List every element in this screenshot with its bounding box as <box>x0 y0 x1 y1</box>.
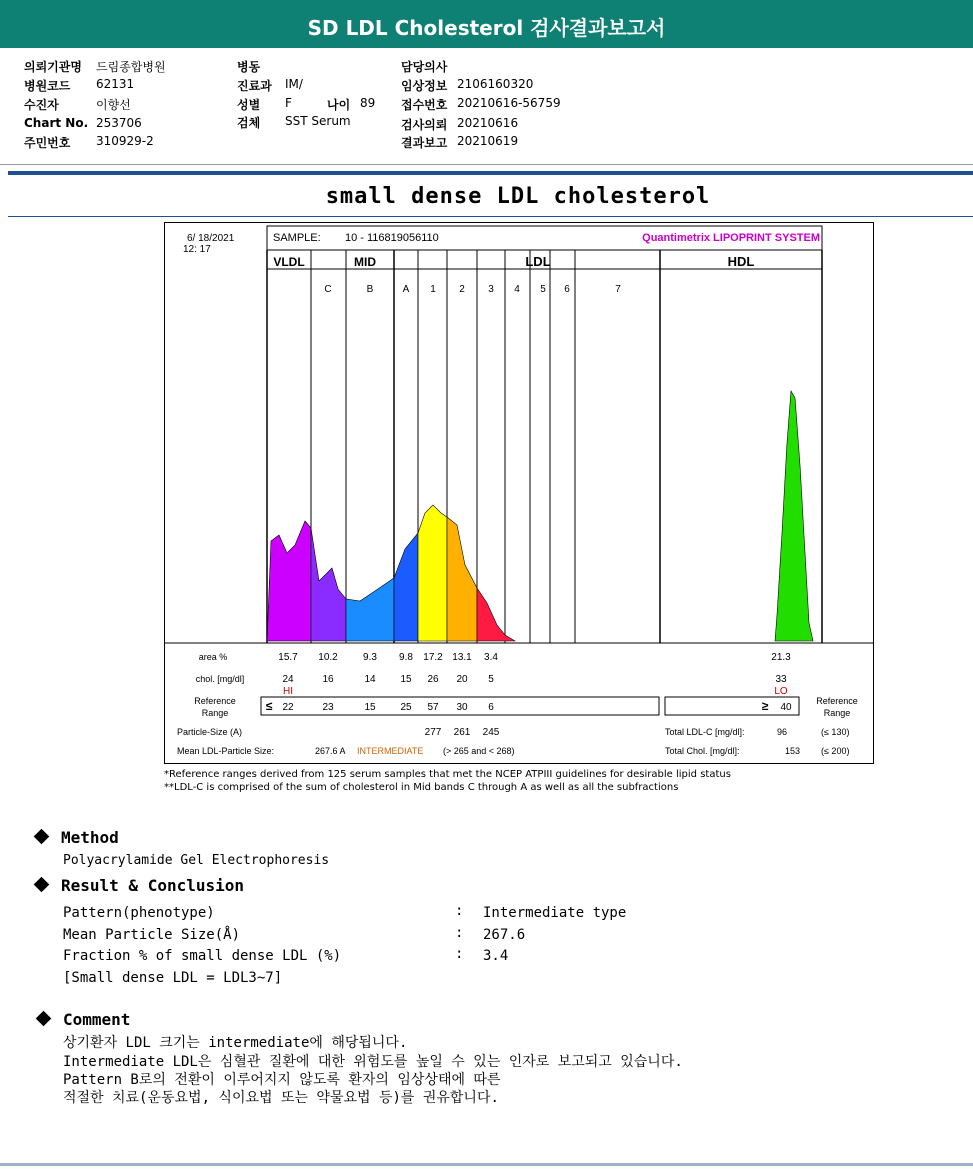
band-label-6: 6 <box>564 284 570 295</box>
ref-value: 30 <box>456 702 468 713</box>
area-value: 13.1 <box>452 652 472 663</box>
lipoprint-chart <box>164 222 874 764</box>
age-value: 89 <box>360 96 376 110</box>
total-chol-ref: (≤ 200) <box>821 746 850 756</box>
mean-label: Mean LDL-Particle Size: <box>177 746 275 756</box>
area-value: 17.2 <box>423 652 443 663</box>
total-chol-label: Total Chol. [mg/dl]: <box>665 746 740 756</box>
institution-value: 드림종합병원 <box>96 60 166 74</box>
area-value: 15.7 <box>278 652 298 663</box>
hospital-code-label: 병원코드 <box>24 79 71 93</box>
chol-label: chol. [mg/dl] <box>195 674 245 684</box>
band-label-7: 7 <box>615 284 621 295</box>
result-heading-text: Result & Conclusion <box>61 876 245 895</box>
particle-label: Particle-Size (A) <box>177 727 243 737</box>
chol-value-hdl: 33 <box>775 674 787 685</box>
band-label-5: 5 <box>540 284 546 295</box>
lipoprint-svg <box>165 223 873 763</box>
band-label-C: C <box>324 284 332 295</box>
specimen-label: 검체 <box>237 116 261 130</box>
chol-value: 20 <box>456 674 468 685</box>
area-ldl3 <box>477 588 515 641</box>
area-mid-b <box>346 578 394 641</box>
clinical-label: 임상정보 <box>401 79 448 93</box>
chol-value: 14 <box>364 674 376 685</box>
area-value: 9.3 <box>363 652 377 663</box>
result-row-value: 3.4 <box>483 948 509 964</box>
diamond-bullet-icon <box>34 877 50 893</box>
ref-value-hdl: 40 <box>780 702 792 713</box>
patient-header <box>0 48 973 165</box>
receipt-label: 접수번호 <box>401 98 448 112</box>
ref-value: 25 <box>400 702 412 713</box>
ref-label: Reference <box>194 696 236 706</box>
institution-label: 의뢰기관명 <box>24 60 82 74</box>
chart-no-value: 253706 <box>96 116 142 130</box>
result-row-sep: : <box>455 903 464 919</box>
band-label-A: A <box>402 284 410 295</box>
chol-value: 5 <box>488 674 494 685</box>
footnote-1: *Reference ranges derived from 125 serum samples that met the NCEP ATPIII guidelines for desirable lipid status <box>164 769 731 780</box>
ref-label: Range <box>201 708 229 718</box>
request-label: 검사의뢰 <box>401 118 448 132</box>
result-row-label: Pattern(phenotype) <box>63 905 215 921</box>
dept-value: IM/ <box>285 77 303 91</box>
area-value: 10.2 <box>318 652 338 663</box>
report-title-bar <box>0 0 973 48</box>
group-label-mid: MID <box>354 255 376 269</box>
sample-label: SAMPLE: <box>273 232 321 244</box>
id-value: 310929-2 <box>96 134 154 148</box>
section-title: small dense LDL cholesterol <box>325 184 711 209</box>
band-label-4: 4 <box>514 284 520 295</box>
comment-line: Intermediate LDL은 심혈관 질환에 대한 위험도를 높일 수 있는 인자로 보고되고 있습니다. <box>63 1054 683 1070</box>
ref-value: 15 <box>364 702 376 713</box>
area-value: 9.8 <box>399 652 413 663</box>
footnote-2: **LDL-C is comprised of the sum of cholesterol in Mid bands C through A as well as all the subfractions <box>164 782 679 793</box>
particle-value: 261 <box>453 727 471 738</box>
total-chol-value: 153 <box>785 746 801 756</box>
receipt-value: 20210616-56759 <box>457 96 561 110</box>
comment-line: 적절한 치료(운동요법, 식이요법 또는 약물요법 등)를 권유합니다. <box>63 1090 499 1106</box>
particle-value: 277 <box>424 727 442 738</box>
comment-line: Pattern B로의 전환이 이루어지지 않도록 환자의 임상상태에 따른 <box>63 1072 501 1088</box>
group-label-vldl: VLDL <box>273 255 305 269</box>
sex-label: 성별 <box>237 98 261 112</box>
chol-value: 16 <box>322 674 334 685</box>
ref-value: 22 <box>282 702 294 713</box>
diamond-bullet-icon <box>34 829 50 845</box>
area-value: 3.4 <box>484 652 498 663</box>
age-label: 나이 <box>327 98 351 112</box>
method-heading <box>36 828 119 847</box>
comment-line: 상기환자 LDL 크기는 intermediate에 해당됩니다. <box>63 1035 408 1051</box>
result-date-label: 결과보고 <box>401 136 448 150</box>
band-label-B: B <box>366 284 374 295</box>
chart-time: 12: 17 <box>183 244 211 255</box>
ref-symbol: ≤ <box>265 699 273 713</box>
method-heading-text: Method <box>61 828 119 847</box>
band-label-3: 3 <box>488 284 494 295</box>
chol-value: 15 <box>400 674 412 685</box>
group-label-hdl: HDL <box>727 254 755 269</box>
mean-type: INTERMEDIATE <box>357 746 424 756</box>
chart-date: 6/ 18/2021 <box>187 233 235 244</box>
total-ldl-value: 96 <box>777 727 788 737</box>
ref-label-right: Range <box>823 708 851 718</box>
sex-value: F <box>285 96 292 110</box>
ward-label: 병동 <box>237 60 261 74</box>
page-bottom-rule <box>0 1163 973 1166</box>
result-row-sep: : <box>455 946 464 962</box>
total-ldl-label: Total LDL-C [mg/dl]: <box>665 727 745 737</box>
request-value: 20210616 <box>457 116 519 130</box>
ref-value: 6 <box>488 702 494 713</box>
method-text: Polyacrylamide Gel Electrophoresis <box>63 853 330 868</box>
brand-label: Quantimetrix LIPOPRINT SYSTEM <box>642 232 820 244</box>
area-mid-c <box>311 528 346 641</box>
id-label: 주민번호 <box>24 136 71 150</box>
ref-value: 57 <box>427 702 439 713</box>
result-row-value: 267.6 <box>483 927 526 943</box>
result-row-sep: : <box>455 925 464 941</box>
result-row-value: Intermediate type <box>483 905 627 921</box>
result-heading <box>36 876 244 895</box>
mean-value: 267.6 A <box>315 746 346 756</box>
patient-label: 수진자 <box>24 98 59 112</box>
chol-value: 26 <box>427 674 439 685</box>
area-value-hdl: 21.3 <box>771 652 791 663</box>
particle-value: 245 <box>482 727 500 738</box>
area-mid-a <box>394 533 418 641</box>
section-divider <box>8 171 973 175</box>
area-ldl2 <box>447 517 477 641</box>
chart-no-label: Chart No. <box>24 116 89 130</box>
clinical-value: 2106160320 <box>457 77 534 91</box>
comment-heading-text: Comment <box>63 1010 131 1029</box>
band-label-2: 2 <box>459 284 465 295</box>
result-note: [Small dense LDL = LDL3~7] <box>63 970 283 986</box>
hospital-code-value: 62131 <box>96 77 135 91</box>
band-label-1: 1 <box>430 284 436 295</box>
group-label-ldl: LDL <box>525 254 551 269</box>
dept-label: 진료과 <box>237 79 272 93</box>
area-vldl <box>267 521 311 641</box>
chol-value: 24 <box>282 674 294 685</box>
result-row-label: Fraction % of small dense LDL (%) <box>63 948 342 964</box>
sample-value: 10 - 116819056110 <box>345 232 439 244</box>
doctor-label: 담당의사 <box>401 60 448 74</box>
total-ldl-ref: (≤ 130) <box>821 727 850 737</box>
patient-value: 이향선 <box>96 98 131 112</box>
mean-range: (> 265 and < 268) <box>443 746 515 756</box>
ref-value: 23 <box>322 702 334 713</box>
specimen-value: SST Serum <box>285 114 351 128</box>
result-row-label: Mean Particle Size(Å) <box>63 927 241 943</box>
area-label: area % <box>198 652 228 662</box>
flag-hi: HI <box>283 686 293 697</box>
diamond-bullet-icon <box>36 1011 52 1027</box>
flag-lo: LO <box>774 686 788 697</box>
report-title: SD LDL Cholesterol 검사결과보고서 <box>307 16 666 40</box>
result-date-value: 20210619 <box>457 134 519 148</box>
ref-symbol: ≥ <box>761 699 769 713</box>
section-divider-thin <box>8 216 973 217</box>
comment-heading <box>38 1010 130 1029</box>
area-ldl1 <box>418 505 447 641</box>
area-hdl <box>775 391 813 641</box>
ref-label-right: Reference <box>816 696 858 706</box>
ref-box-right <box>665 697 799 715</box>
